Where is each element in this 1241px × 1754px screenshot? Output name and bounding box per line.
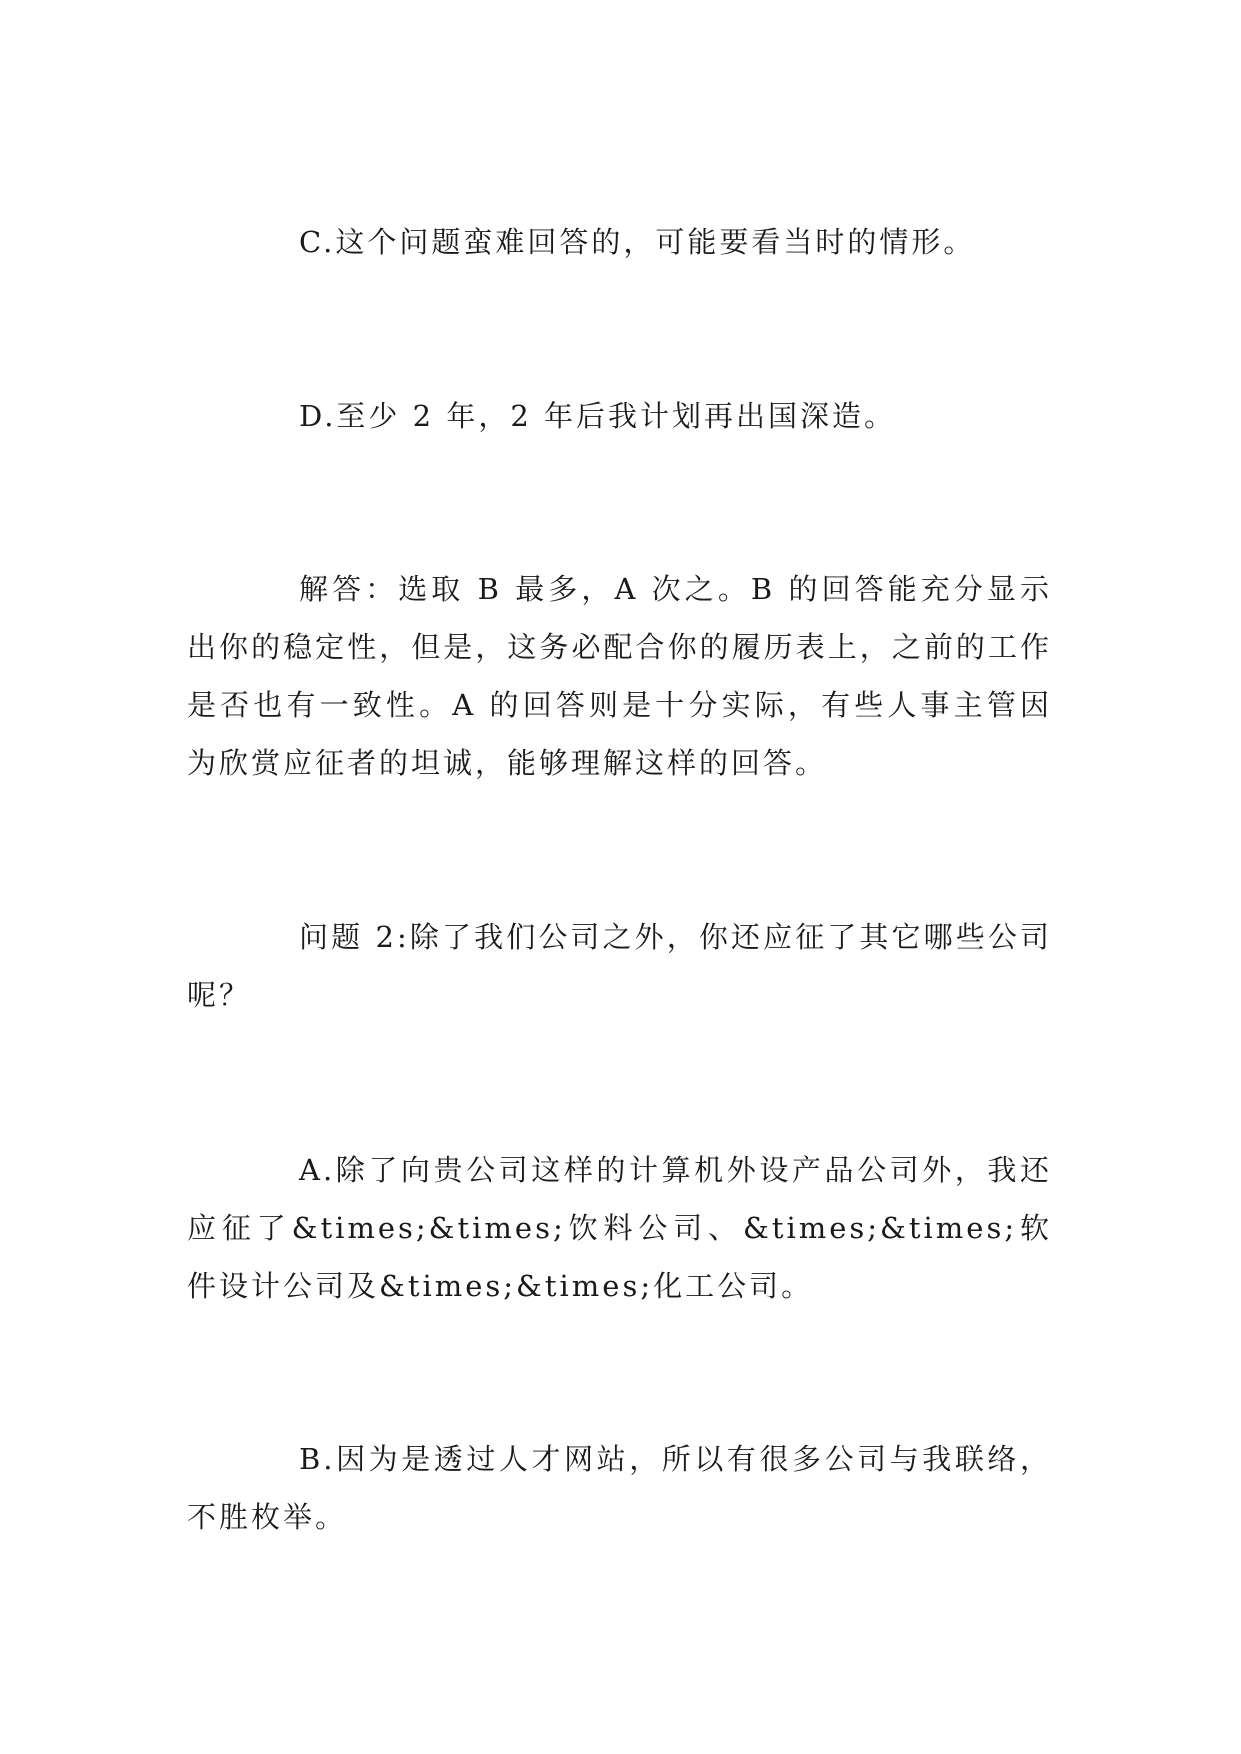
option-c-paragraph: C.这个问题蛮难回答的，可能要看当时的情形。 bbox=[299, 225, 976, 259]
question-2-option-b-paragraph: B.因为是透过人才网站，所以有很多公司与我联络，不胜枚举。 bbox=[187, 1442, 1052, 1534]
question-2-option-a-paragraph: A.除了向贵公司这样的计算机外设产品公司外，我还应征了&times;&times;饮料公司、&times;&times;软件设计公司及&times;&times;化工公司。 bbox=[187, 1153, 1052, 1303]
option-d-paragraph: D.至少 2 年，2 年后我计划再出国深造。 bbox=[299, 399, 896, 433]
answer-paragraph: 解答：选取 B 最多，A 次之。B 的回答能充分显示出你的稳定性，但是，这务必配合你的履历表上，之前的工作是否也有一致性。A 的回答则是十分实际，有些人事主管因为欣赏应征者的坦诚，能够理解这样的回答。 bbox=[187, 572, 1052, 780]
question-2-paragraph: 问题 2:除了我们公司之外，你还应征了其它哪些公司呢？ bbox=[187, 920, 1052, 1012]
